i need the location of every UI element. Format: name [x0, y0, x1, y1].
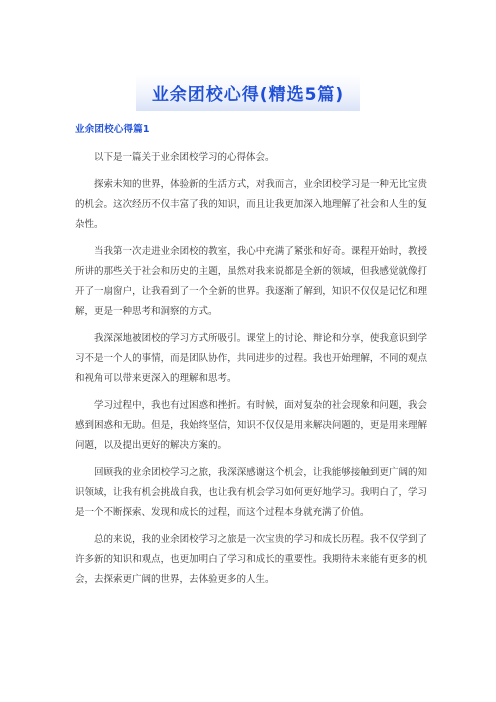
document-body: [75, 148, 427, 597]
paragraph-2: 探索未知的世界，体验新的生活方式，对我而言，业余团校学习是一种无比宝贵的机会。这次经历不仅丰富了我的知识，而且让我更加深入地理解了社会和人生的复杂性。: [75, 179, 427, 230]
paragraph-3: 当我第一次走进业余团校的教室，我心中充满了紧张和好奇。课程开始时，教授所讲的那些关于社会和历史的主题，虽然对我来说都是全新的领域，但我感觉就像打开了一扇窗户，让我看到了一个全新的世界。我逐渐了解到，知识不仅仅是记忆和理解，更是一种思考和洞察的方式。: [75, 246, 427, 317]
paragraph-5: 学习过程中，我也有过困惑和挫折。有时候，面对复杂的社会现象和问题，我会感到困惑和无助。但是，我始终坚信，知识不仅仅是用来解决问题的，更是用来理解问题，以及提出更好的解决方案的。: [75, 400, 427, 451]
paragraph-6: 回顾我的业余团校学习之旅，我深深感谢这个机会，让我能够接触到更广阔的知识领域，让我有机会挑战自我，也让我有机会学习如何更好地学习。我明白了，学习是一个不断探索、发现和成长的过程，而这个过程本身就充满了价值。: [75, 467, 427, 518]
paragraph-1: 以下是一篇关于业余团校学习的心得体会。: [94, 152, 275, 163]
document-title: 业余团校心得(精选5篇): [136, 74, 360, 111]
paragraph-7: 总的来说，我的业余团校学习之旅是一次宝贵的学习和成长历程。我不仅学到了许多新的知识和观点，也更加明白了学习和成长的重要性。我期待未来能有更多的机会，去探索更广阔的世界，去体验更多的人生。: [75, 534, 427, 585]
title-container: [0, 74, 496, 111]
paragraph-4: 我深深地被团校的学习方式所吸引。课堂上的讨论、辩论和分享，使我意识到学习不是一个人的事情，而是团队协作，共同进步的过程。我也开始理解，不同的观点和视角可以带来更深入的理解和思考。: [75, 333, 427, 384]
section-heading: 业余团校心得篇1: [75, 124, 150, 135]
